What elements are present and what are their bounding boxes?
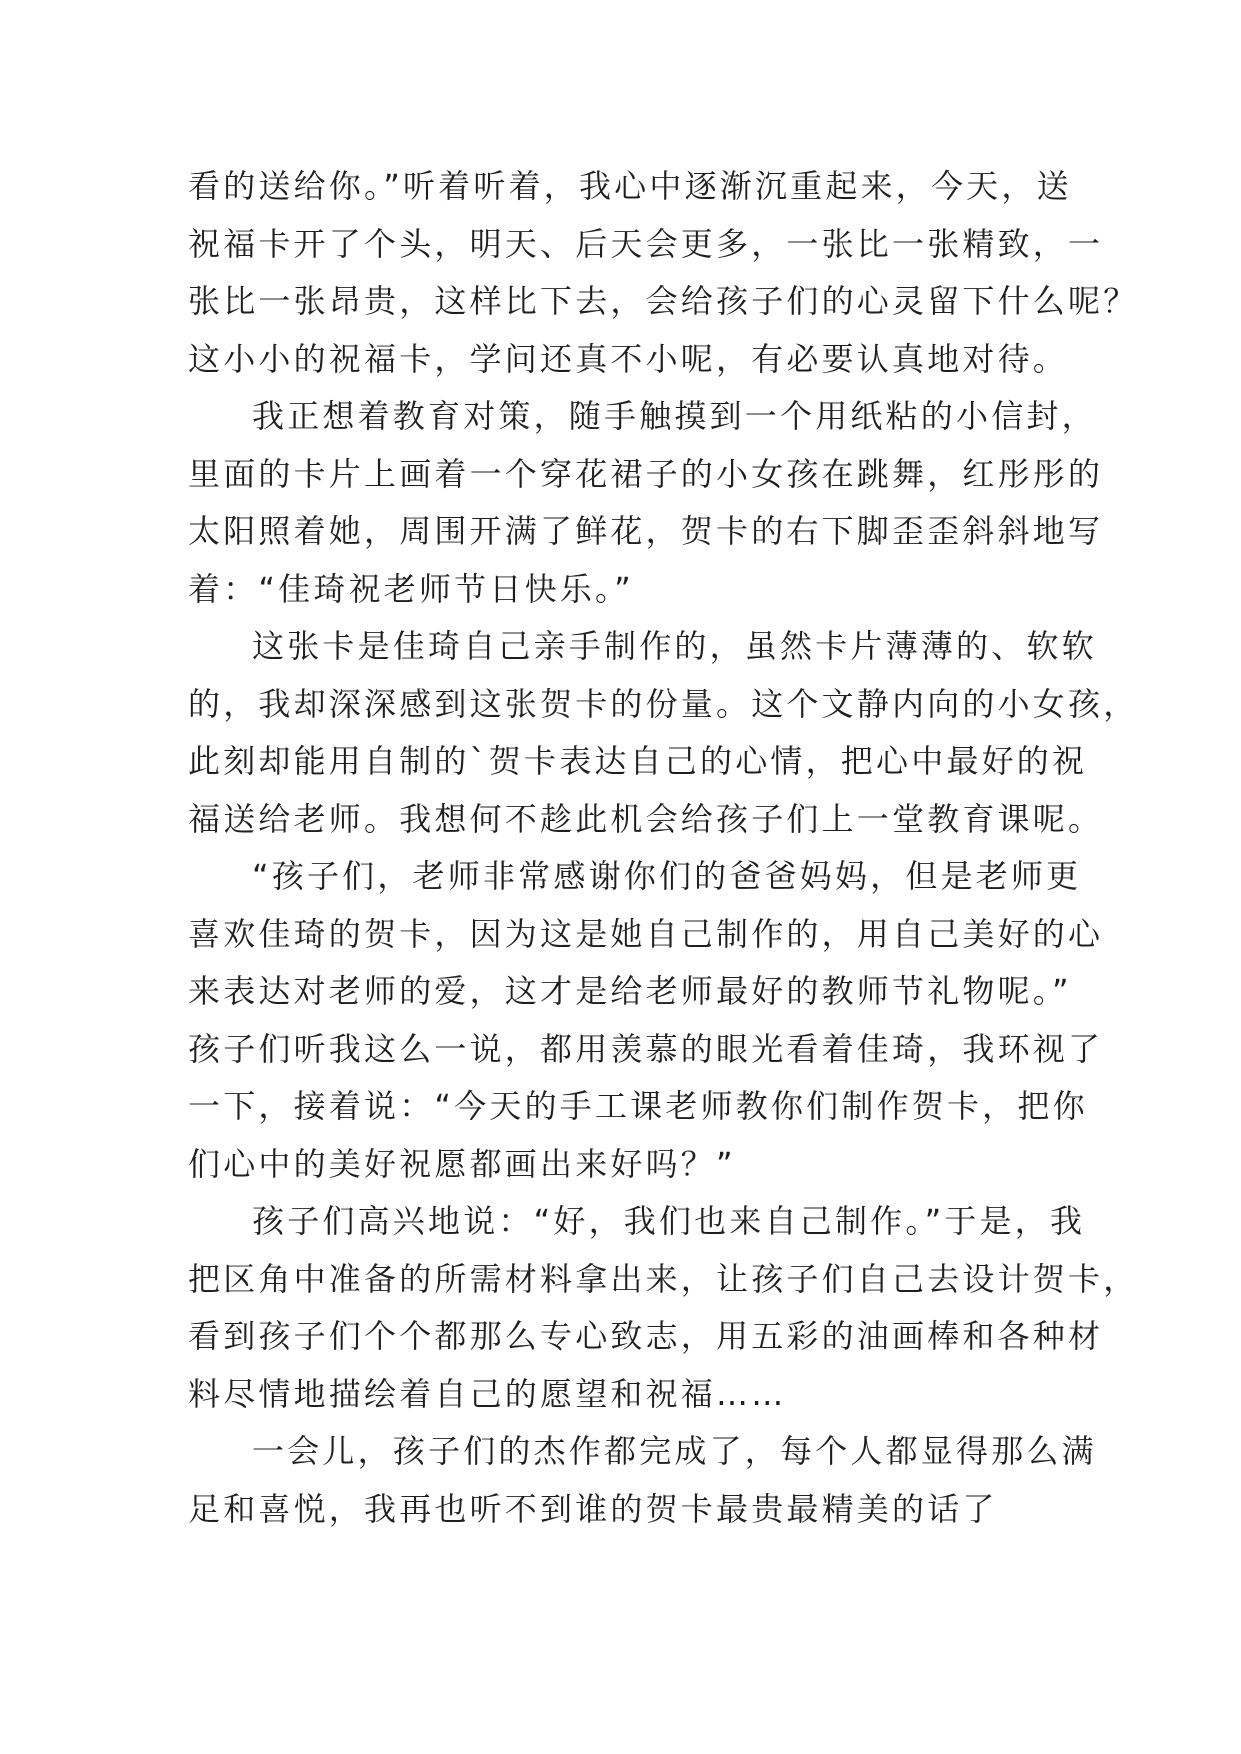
text-line: 张比一张昂贵，这样比下去，会给孩子们的心灵留下什么呢？ — [188, 282, 1139, 320]
text-line: 们心中的美好祝愿都画出来好吗？” — [188, 1144, 736, 1183]
text-line: 一下，接着说：“今天的手工课老师教你们制作贺卡，把你 — [188, 1087, 1088, 1125]
paragraph-first-line: “孩子们，老师非常感谢你们的爸爸妈妈，但是老师更 — [252, 857, 1082, 895]
text-line: 来表达对老师的爱，这才是给老师最好的教师节礼物呢。” — [188, 972, 1072, 1010]
paragraph-first-line: 这张卡是佳琦自己亲手制作的，虽然卡片薄薄的、软软 — [252, 627, 1097, 665]
paragraph-first-line: 我正想着教育对策，随手触摸到一个用纸粘的小信封， — [252, 397, 1097, 435]
text-line: 此刻却能用自制的`贺卡表达自己的心情，把心中最好的祝 — [188, 742, 1088, 780]
text-line: 看的送给你。”听着听着，我心中逐渐沉重起来，今天，送 — [188, 167, 1072, 205]
text-line: 的，我却深深感到这张贺卡的份量。这个文静内向的小女孩， — [188, 684, 1139, 723]
text-line: 把区角中准备的所需材料拿出来，让孩子们自己去设计贺卡， — [188, 1259, 1139, 1298]
text-line: 料尽情地描绘着自己的愿望和祝福…… — [188, 1374, 787, 1413]
text-line: 福送给老师。我想何不趁此机会给孩子们上一堂教育课呢。 — [188, 799, 1104, 838]
body-text — [188, 158, 1139, 1538]
paragraph-first-line: 一会儿，孩子们的杰作都完成了，每个人都显得那么满 — [252, 1432, 1097, 1470]
text-line: 着：“佳琦祝老师节日快乐。” — [188, 569, 634, 608]
text-line: 太阳照着她，周围开满了鲜花，贺卡的右下脚歪歪斜斜地写 — [188, 512, 1104, 550]
text-line: 足和喜悦，我再也听不到谁的贺卡最贵最精美的话了 — [188, 1489, 998, 1528]
paragraph-first-line: 孩子们高兴地说：“好，我们也来自己制作。”于是，我 — [252, 1202, 1086, 1240]
text-line: 祝福卡开了个头，明天、后天会更多，一张比一张精致，一 — [188, 224, 1104, 263]
text-line: 孩子们听我这么一说，都用羡慕的眼光看着佳琦，我环视了 — [188, 1029, 1104, 1068]
text-line: 看到孩子们个个都那么专心致志，用五彩的油画棒和各种材 — [188, 1317, 1104, 1355]
text-line: 这小小的祝福卡，学问还真不小呢，有必要认真地对待。 — [188, 339, 1069, 378]
text-line: 喜欢佳琦的贺卡，因为这是她自己制作的，用自己美好的心 — [188, 914, 1104, 953]
text-line: 里面的卡片上画着一个穿花裙子的小女孩在跳舞，红彤彤的 — [188, 454, 1104, 493]
